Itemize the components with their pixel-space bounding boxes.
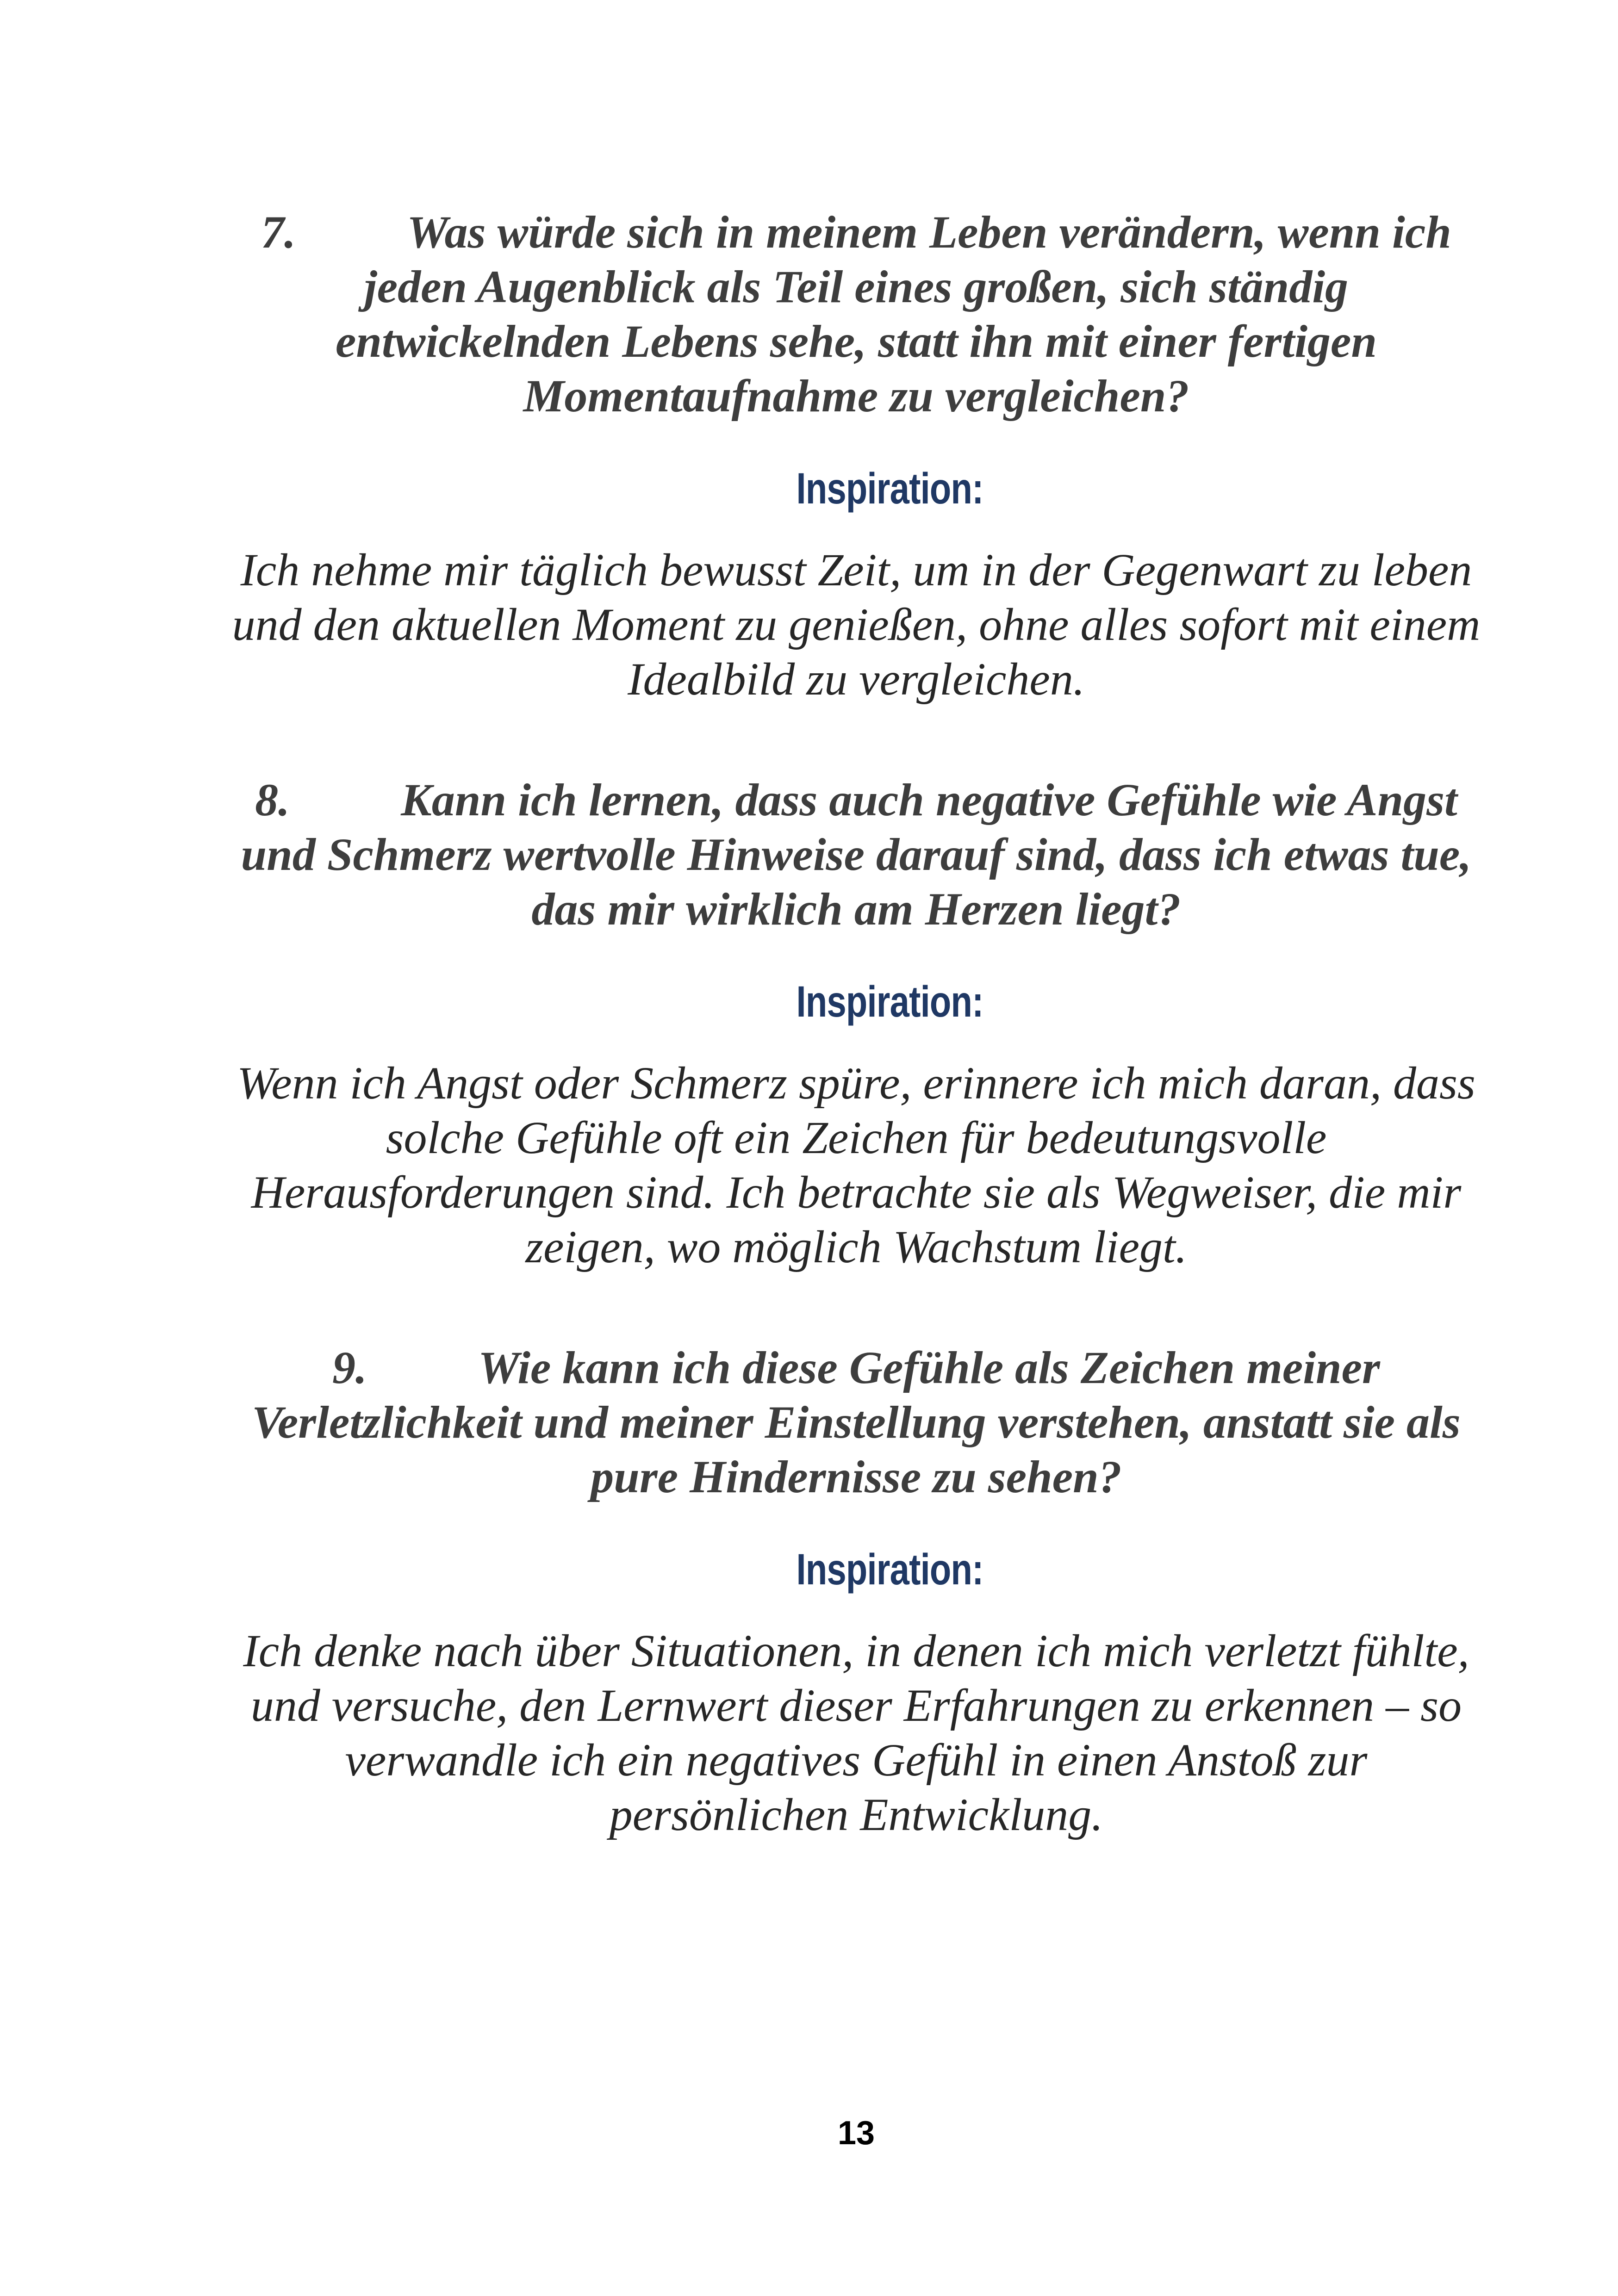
inspiration-line: persönlichen Entwicklung. <box>609 1789 1103 1840</box>
inspiration-line: und versuche, den Lernwert dieser Erfahrungen zu erkennen – so <box>250 1680 1462 1731</box>
inspiration-line: zeigen, wo möglich Wachstum liegt. <box>525 1221 1187 1272</box>
question-number: 7. <box>261 206 296 258</box>
inspiration-heading <box>231 461 1481 516</box>
inspiration-heading-text: Inspiration: <box>796 1545 984 1594</box>
question-text: Was würde sich in meinem Leben verändern, wenn ich <box>407 206 1451 258</box>
question-line: und Schmerz wertvolle Hinweise darauf sind, dass ich etwas tue, <box>241 829 1472 880</box>
inspiration-heading <box>231 1542 1481 1597</box>
inspiration-block <box>231 1624 1481 1842</box>
inspiration-heading-text: Inspiration: <box>796 977 984 1026</box>
question-text: Wie kann ich diese Gefühle als Zeichen meiner <box>478 1342 1380 1393</box>
question-line <box>231 1340 1481 1395</box>
inspiration-line: Herausforderungen sind. Ich betrachte sie als Wegweiser, die mir <box>251 1167 1462 1218</box>
page-number: 13 <box>837 2115 875 2152</box>
question-line <box>231 773 1481 827</box>
question-text: Kann ich lernen, dass auch negative Gefühle wie Angst <box>401 774 1457 825</box>
question-block <box>231 773 1481 937</box>
inspiration-line: Ich nehme mir täglich bewusst Zeit, um in der Gegenwart zu leben <box>240 544 1472 596</box>
question-line: entwickelnden Lebens sehe, statt ihn mit einer fertigen <box>336 316 1377 367</box>
question-block <box>231 205 1481 423</box>
section-7 <box>231 205 1481 707</box>
inspiration-line: solche Gefühle oft ein Zeichen für bedeutungsvolle <box>386 1112 1327 1163</box>
question-line: jeden Augenblick als Teil eines großen, sich ständig <box>364 261 1349 312</box>
inspiration-heading-text: Inspiration: <box>796 464 984 513</box>
inspiration-line: Ich denke nach über Situationen, in denen ich mich verletzt fühlte, <box>243 1625 1469 1676</box>
question-line: pure Hindernisse zu sehen? <box>591 1451 1122 1502</box>
inspiration-line: Idealbild zu vergleichen. <box>628 653 1085 705</box>
inspiration-line: und den aktuellen Moment zu genießen, ohne alles sofort mit einem <box>232 599 1481 650</box>
question-line: Momentaufnahme zu vergleichen? <box>523 370 1189 422</box>
question-block <box>231 1340 1481 1504</box>
inspiration-line: verwandle ich ein negatives Gefühl in einen Anstoß zur <box>345 1734 1368 1786</box>
inspiration-block <box>231 1056 1481 1274</box>
section-9 <box>231 1340 1481 1842</box>
section-8 <box>231 773 1481 1274</box>
page-content <box>231 205 1481 1842</box>
question-number: 8. <box>255 774 290 825</box>
question-number: 9. <box>332 1342 367 1393</box>
question-line: das mir wirklich am Herzen liegt? <box>531 883 1181 935</box>
inspiration-heading <box>231 974 1481 1029</box>
question-line <box>231 205 1481 260</box>
inspiration-block <box>231 543 1481 707</box>
inspiration-line: Wenn ich Angst oder Schmerz spüre, erinnere ich mich daran, dass <box>237 1057 1475 1109</box>
question-line: Verletzlichkeit und meiner Einstellung verstehen, anstatt sie als <box>252 1396 1461 1448</box>
